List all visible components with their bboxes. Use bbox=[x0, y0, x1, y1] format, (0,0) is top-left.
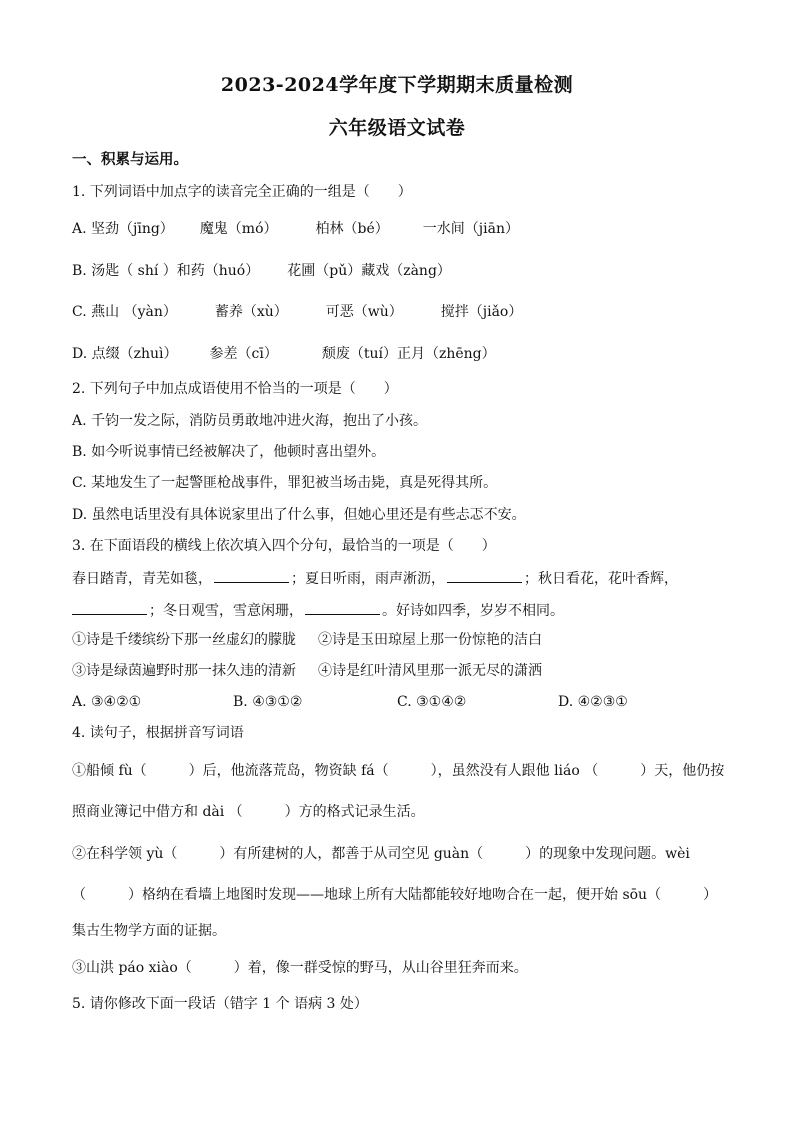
exam-title: 2023-2024学年度下学期期末质量检测 bbox=[220, 74, 574, 96]
q1-d-item-1: D. 点缀（zhuì） bbox=[72, 346, 178, 362]
question-4-stem: 4. 读句子，根据拼音写词语 bbox=[72, 725, 244, 741]
q1-b-item-1: B. 汤匙（ shí ）和药（huó） bbox=[72, 263, 260, 279]
question-4-line-1: ①船倾 fù（ ）后，他流落荒岛，物资缺 fá（ ），虽然没有人跟他 liáo （ ）天，他仍按 bbox=[72, 763, 725, 779]
question-2-option-a: A. 千钧一发之际，消防员勇敢地冲进火海，抱出了小孩。 bbox=[72, 413, 428, 429]
question-3-choices-row-1 bbox=[72, 631, 542, 649]
question-3-option-c: C. ③①④② bbox=[397, 694, 467, 710]
question-4-line-2: 照商业簿记中借方和 dài （ ）方的格式记录生活。 bbox=[72, 804, 425, 820]
q1-a-item-4: 一水间（jiān） bbox=[422, 221, 519, 237]
q3-passage-part-3: ；秋日看花，花叶香辉， bbox=[524, 571, 678, 587]
question-4-line-3: ②在科学领 yù（ ）有所建树的人，都善于从司空见 guàn（ ）的现象中发现问题。wèi bbox=[72, 846, 690, 862]
question-3-option-a: A. ③④②① bbox=[72, 694, 142, 710]
section-heading: 一、积累与运用。 bbox=[72, 151, 188, 168]
q1-d-item-2: 参差（cī） bbox=[209, 346, 278, 362]
blank-4[interactable] bbox=[305, 600, 380, 615]
q3-clause-1: ①诗是千缕缤纷下那一丝虚幻的朦胧 bbox=[72, 632, 296, 648]
question-4-line-6: ③山洪 páo xiào（ ）着，像一群受惊的野马，从山谷里狂奔而来。 bbox=[72, 960, 528, 976]
question-2-stem: 2. 下列句子中加点成语使用不恰当的一项是（ ） bbox=[72, 381, 398, 397]
q1-c-item-3: 可恶（wù） bbox=[325, 304, 403, 320]
question-5-stem: 5. 请你修改下面一段话（错字 1 个 语病 3 处） bbox=[72, 996, 368, 1012]
question-4-line-5: 集古生物学方面的证据。 bbox=[72, 923, 226, 939]
question-1-option-d bbox=[72, 345, 496, 363]
q1-d-item-3: 颓废（tuí）正月（zhēng） bbox=[321, 346, 496, 362]
question-3-choices-row-2 bbox=[72, 662, 542, 680]
question-3-passage-line-2 bbox=[72, 600, 564, 620]
question-3-option-b: B. ④③①② bbox=[233, 694, 303, 710]
q1-a-item-2: 魔鬼（mó） bbox=[199, 221, 278, 237]
q3-passage-part-2: ；夏日听雨，雨声淅沥， bbox=[291, 571, 445, 587]
q1-c-item-1: C. 燕山 （yàn） bbox=[72, 304, 177, 320]
q3-clause-4: ④诗是红叶清风里那一派无尽的潇洒 bbox=[318, 663, 542, 679]
question-3-passage-line-1 bbox=[72, 568, 678, 588]
question-3-stem: 3. 在下面语段的横线上依次填入四个分句，最恰当的一项是（ ） bbox=[72, 538, 496, 554]
q3-passage-part-1: 春日踏青，青芜如毯， bbox=[72, 571, 212, 587]
exam-subtitle: 六年级语文试卷 bbox=[328, 117, 466, 139]
question-4-line-4: （ ）格纳在看墙上地图时发现——地球上所有大陆都能较好地吻合在一起，便开始 sōu（ ） bbox=[72, 887, 718, 903]
q1-c-item-4: 搅拌（jiǎo） bbox=[440, 304, 523, 320]
blank-1[interactable] bbox=[214, 568, 289, 583]
q1-b-item-2: 花圃（pǔ）藏戏（zàng） bbox=[287, 263, 451, 279]
q3-clause-2: ②诗是玉田琼屋上那一份惊艳的洁白 bbox=[318, 632, 542, 648]
question-1-option-c bbox=[72, 303, 522, 321]
question-2-option-b: B. 如今听说事情已经被解决了，他顿时喜出望外。 bbox=[72, 444, 386, 460]
q1-a-item-1: A. 坚劲（jīng） bbox=[72, 221, 174, 237]
q3-passage-part-4: ；冬日观雪，雪意闲珊， bbox=[149, 603, 303, 619]
q3-clause-3: ③诗是绿茵遍野时那一抹久违的清新 bbox=[72, 663, 296, 679]
blank-3[interactable] bbox=[72, 600, 147, 615]
q1-c-item-2: 蓄养（xù） bbox=[214, 304, 288, 320]
question-1-option-b bbox=[72, 262, 451, 280]
blank-2[interactable] bbox=[447, 568, 522, 583]
q1-a-item-3: 柏林（bé） bbox=[315, 221, 389, 237]
q3-passage-part-5: 。好诗如四季，岁岁不相同。 bbox=[382, 603, 564, 619]
question-3-option-d: D. ④②③① bbox=[558, 694, 628, 710]
question-2-option-c: C. 某地发生了一起警匪枪战事件，罪犯被当场击毙，真是死得其所。 bbox=[72, 475, 498, 491]
question-2-option-d: D. 虽然电话里没有具体说家里出了什么事，但她心里还是有些忐忑不安。 bbox=[72, 507, 526, 523]
question-1-stem: 1. 下列词语中加点字的读音完全正确的一组是（ ） bbox=[72, 184, 412, 200]
question-1-option-a bbox=[72, 220, 519, 238]
